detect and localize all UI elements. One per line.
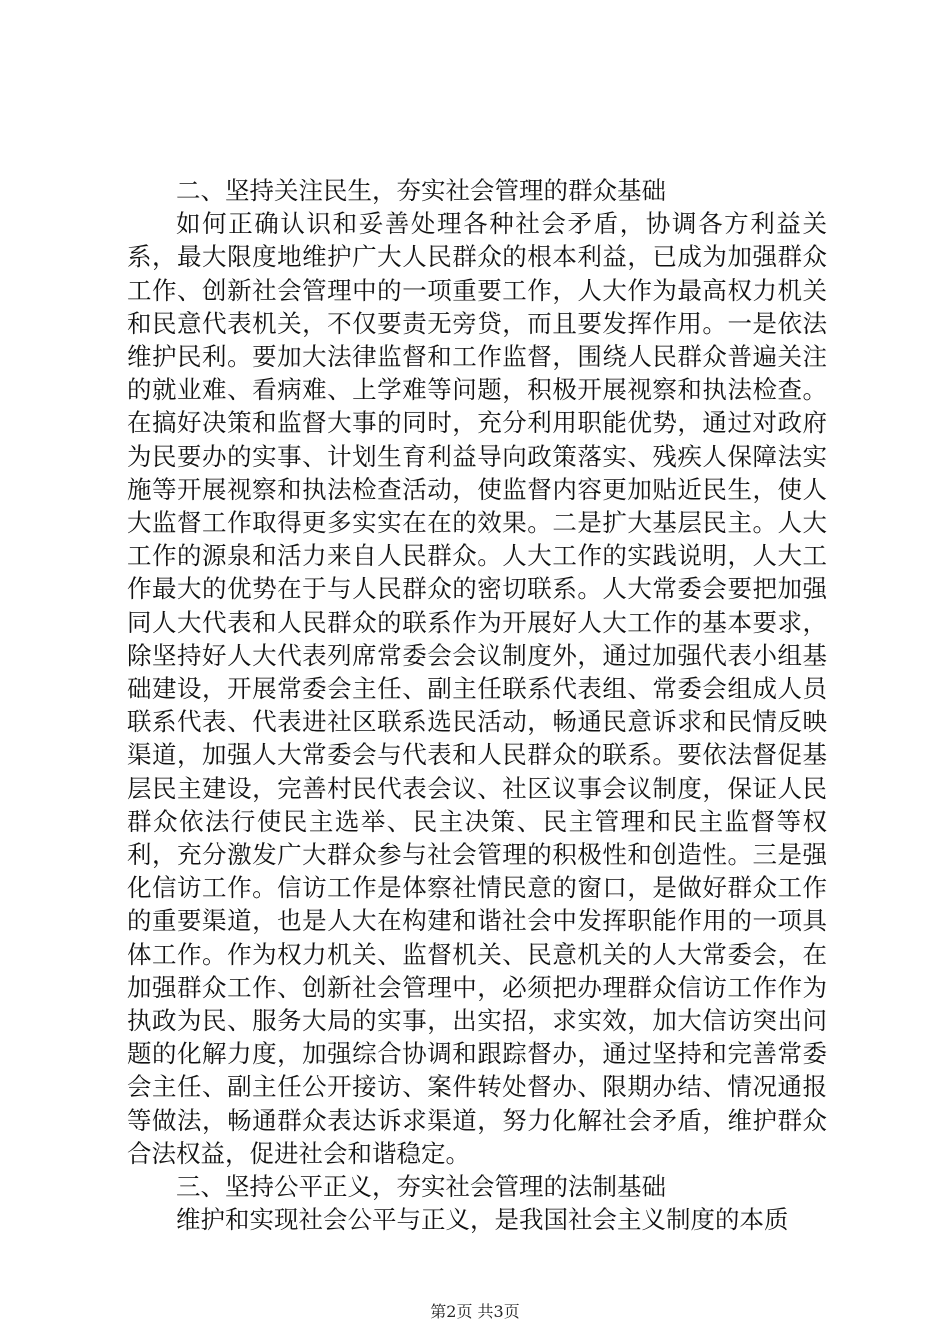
section-paragraph-3: 维护和实现社会公平与正义，是我国社会主义制度的本质 bbox=[176, 1205, 789, 1235]
section-paragraph-2: 如何正确认识和妥善处理各种社会矛盾，协调各方利益关系，最大限度地维护广大人民群众的根本利益，已成为加强群众工作、创新社会管理中的一项重要工作，人大作为最高权力机关和民意代表机关，不仅要责无旁贷，而且要发挥作用。一是依法维护民利。要加大法律监督和工作监督，围绕人民群众普遍关注的就业难、看病难、上学难等问题，积极开展视察和执法检查。在搞好决策和监督大事的同时，充分利用职能优势，通过对政府为民要办的实事、计划生育利益导向政策落实、残疾人保障法实施等开展视察和执法检查活动，使监督内容更加贴近民生，使人大监督工作取得更多实实在在的效果。二是扩大基层民主。人大工作的源泉和活力来自人民群众。人大工作的实践说明，人大工作最大的优势在于与人民群众的密切联系。人大常委会要把加强同人大代表和人民群众的联系作为开展好人大工作的基本要求，除坚持好人大代表列席常委会会议制度外，通过加强代表小组基础建设，开展常委会主任、副主任联系代表组、常委会组成人员联系代表、代表进社区联系选民活动，畅通民意诉求和民情反映渠道，加强人大常委会与代表和人民群众的联系。要依法督促基层民主建设，完善村民代表会议、社区议事会议制度，保证人民群众依法行使民主选举、民主决策、民主管理和民主监督等权利，充分激发广大群众参与社会管理的积极性和创造性。三是强化信访工作。信访工作是体察社情民意的窗口，是做好群众工作的重要渠道，也是人大在构建和谐社会中发挥职能作用的一项具体工作。作为权力机关、监督机关、民意机关的人大常委会，在加强群众工作、创新社会管理中，必须把办理群众信访工作作为执政为民、服务大局的实事，出实招，求实效，加大信访突出问题的化解力度，加强综合协调和跟踪督办，通过坚持和完善常委会主任、副主任公开接访、案件转处督办、限期办结、情况通报等做法，畅通群众表达诉求渠道，努力化解社会矛盾，维护群众合法权益，促进社会和谐稳定。 bbox=[127, 209, 827, 1168]
section-heading-2: 二、坚持关注民生，夯实社会管理的群众基础 bbox=[176, 176, 666, 205]
section-heading-3: 三、坚持公平正义，夯实社会管理的法制基础 bbox=[176, 1172, 666, 1202]
document-body bbox=[127, 174, 827, 1237]
page-number-footer: 第2页 共3页 bbox=[430, 1302, 520, 1321]
